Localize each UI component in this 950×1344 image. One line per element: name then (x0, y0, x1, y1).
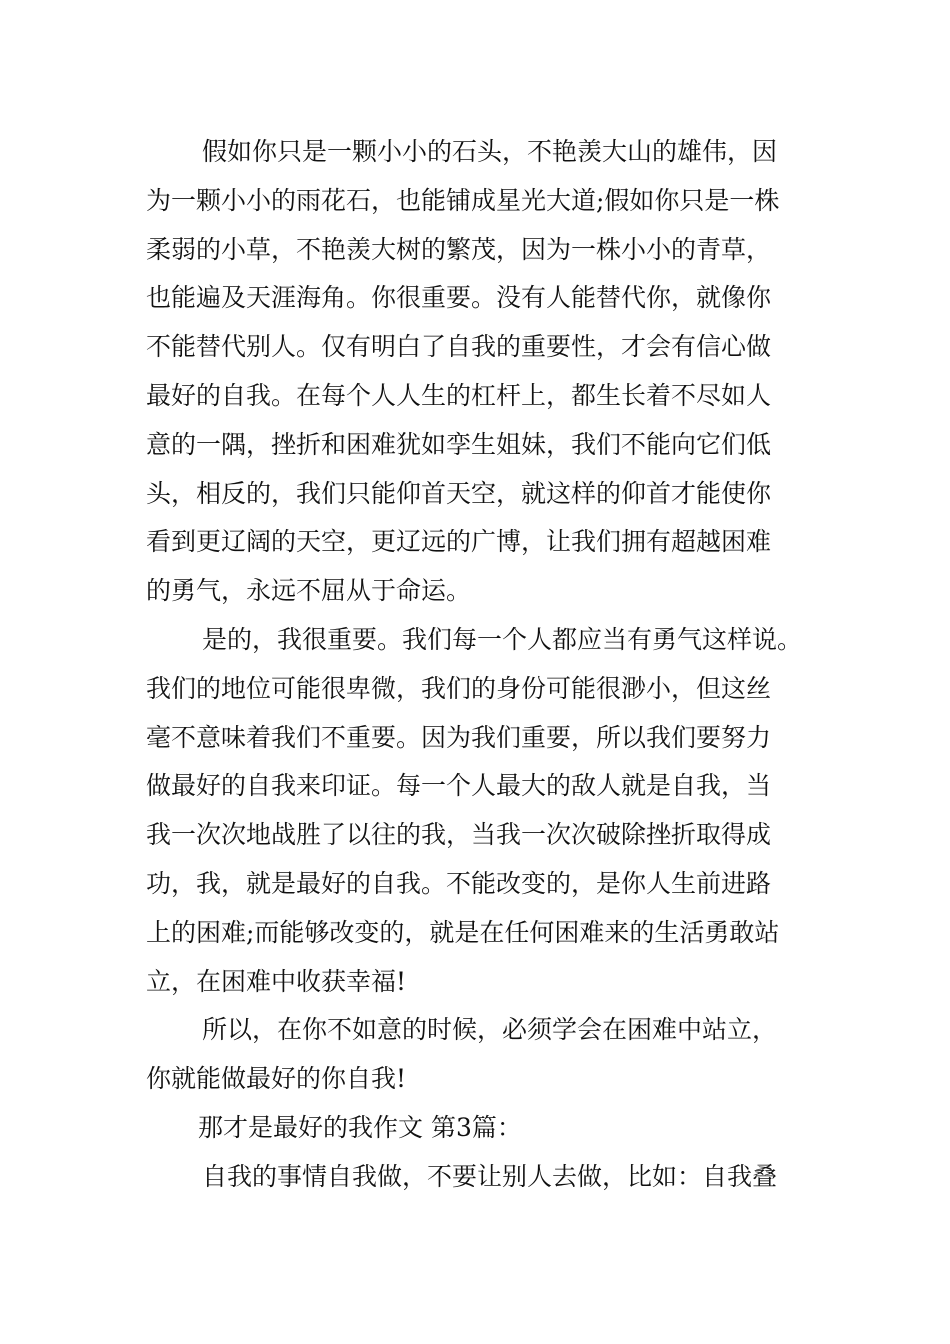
text-line: 所以，在你不如意的时候，必须学会在困难中站立， (202, 1015, 778, 1045)
text-line: 也能遍及天涯海角。你很重要。没有人能替代你，就像你 (146, 283, 772, 313)
text-line: 不能替代别人。仅有明白了自我的重要性，才会有信心做 (146, 332, 772, 362)
paragraph-3 (146, 1006, 816, 1104)
text-line: 假如你只是一颗小小的石头，不艳羡大山的雄伟，因 (202, 137, 778, 166)
text-line: 的勇气，永远不屈从于命运。 (146, 576, 472, 606)
text-line: 功，我，就是最好的自我。不能改变的，是你人生前进路 (146, 868, 772, 898)
text-line: 为一颗小小的雨花石，也能铺成星光大道;假如你只是一株 (146, 185, 780, 215)
text-line: 自我的事情自我做，不要让别人去做，比如：自我叠 (202, 1161, 778, 1191)
text-line: 意的一隅，挫折和困难犹如孪生姐妹，我们不能向它们低 (146, 429, 772, 459)
text-line: 立，在困难中收获幸福! (146, 966, 407, 996)
text-line: 是的，我很重要。我们每一个人都应当有勇气这样说。 (202, 624, 803, 654)
text-line: 最好的自我。在每个人人生的杠杆上，都生长着不尽如人 (146, 380, 772, 410)
text-line: 头，相反的，我们只能仰首天空，就这样的仰首才能使你 (146, 478, 772, 508)
text-line: 看到更辽阔的天空，更辽远的广博，让我们拥有超越困难 (146, 527, 772, 557)
paragraph-1 (146, 128, 816, 616)
text-line: 你就能做最好的你自我! (146, 1064, 407, 1094)
text-line: 我一次次地战胜了以往的我，当我一次次破除挫折取得成 (146, 820, 772, 850)
paragraph-4 (146, 1153, 816, 1202)
text-line: 上的困难;而能够改变的，就是在任何困难来的生活勇敢站 (146, 917, 780, 947)
text-line: 做最好的自我来印证。每一个人最大的敌人就是自我，当 (146, 771, 772, 801)
text-line: 柔弱的小草，不艳羡大树的繁茂，因为一株小小的青草， (146, 234, 772, 264)
document-body (146, 128, 816, 1202)
paragraph-2 (146, 616, 816, 1006)
text-line: 我们的地位可能很卑微，我们的身份可能很渺小，但这丝 (146, 673, 772, 703)
text-line: 毫不意味着我们不重要。因为我们重要，所以我们要努力 (146, 722, 772, 752)
section-heading: 那才是最好的我作文 第3篇： (198, 1112, 522, 1142)
